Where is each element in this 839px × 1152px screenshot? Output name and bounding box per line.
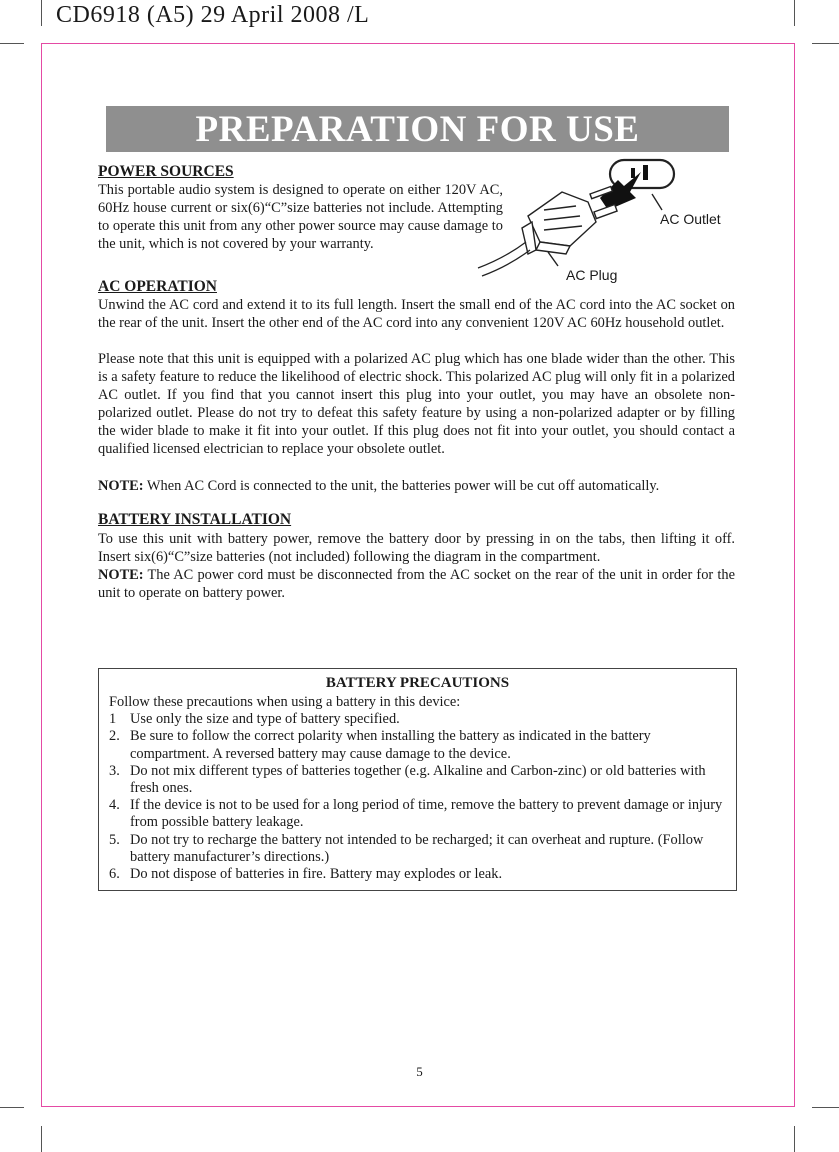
- list-item: [109, 797, 729, 831]
- document-id: CD6918 (A5) 29 April 2008 /L: [56, 2, 370, 28]
- list-item-text: Use only the size and type of battery specified.: [130, 711, 400, 728]
- list-item-number: 1: [109, 711, 117, 728]
- list-item-number: 4.: [109, 797, 120, 814]
- outlet-slot-wide: [643, 165, 648, 180]
- list-item-number: 6.: [109, 866, 120, 883]
- list-item-number: 5.: [109, 831, 120, 848]
- battery-installation-note: [98, 566, 735, 602]
- battery-precautions-body: [109, 694, 729, 883]
- power-sources-text: This portable audio system is designed to operate on either 120V AC, 60Hz house current or six(6)“C”size batteries not include. Attempting to operate this unit from any other power source may cause damage to the unit, which is not covered by your warranty.: [98, 182, 503, 252]
- battery-precautions-box: [98, 668, 737, 891]
- note-label: NOTE:: [98, 567, 144, 583]
- ac-operation-para-2: Please note that this unit is equipped with a polarized AC plug which has one blade wider than the other. This is a safety feature to reduce the likelihood of electric shock. This polarized AC plug will only fit in a polarized AC outlet. If you find that you cannot insert this plug into your outlet, you may have an obsolete non-polarized outlet. Please do not try to defeat this safety feature by using a non-polarized adapter or by filling the wider blade to make it fit into your outlet. If this plug does not fit into your outlet, you should contact a qualified licensed electrician to replace your obsolete outlet.: [98, 351, 735, 457]
- battery-installation-heading: BATTERY INSTALLATION: [98, 511, 292, 528]
- crop-mark: [0, 1107, 24, 1108]
- list-item-text: Be sure to follow the correct polarity when installing the battery as indicated in the battery compartment. A reversed battery may cause damage to the device.: [130, 728, 651, 762]
- list-item-text: Do not dispose of batteries in fire. Battery may explodes or leak.: [130, 866, 503, 883]
- page-title: PREPARATION FOR USE: [106, 106, 729, 152]
- list-item: [109, 728, 729, 762]
- crop-mark: [812, 43, 839, 44]
- battery-installation-para: To use this unit with battery power, remove the battery door by pressing in on the tabs, then lifting it off. Insert six(6)“C”size batteries (not included) following the diagram in the compartment.: [98, 531, 735, 565]
- note-label: NOTE:: [98, 478, 144, 494]
- ac-outlet-label: AC Outlet: [660, 211, 721, 227]
- battery-precautions-intro: Follow these precautions when using a battery in this device:: [109, 694, 461, 710]
- list-item-number: 3.: [109, 762, 120, 779]
- crop-mark: [41, 0, 42, 26]
- crop-mark: [794, 1126, 795, 1152]
- crop-mark: [812, 1107, 839, 1108]
- plug-leader-line: [548, 252, 558, 266]
- crop-mark: [0, 43, 24, 44]
- power-sources-heading: POWER SOURCES: [98, 163, 234, 180]
- list-item-number: 2.: [109, 728, 120, 745]
- list-item-text: Do not mix different types of batteries together (e.g. Alkaline and Carbon-zinc) or old batteries with fresh ones.: [130, 762, 706, 797]
- ac-plug-label: AC Plug: [566, 267, 618, 283]
- ac-operation-para-1: Unwind the AC cord and extend it to its full length. Insert the small end of the AC cord into the AC socket on the rear of the unit. Insert the other end of the AC cord into any convenient 120V AC 60Hz household outlet.: [98, 297, 735, 331]
- list-item-text: If the device is not to be used for a long period of time, remove the battery to prevent damage or injury from possible battery leakage.: [130, 797, 723, 831]
- list-item: [109, 832, 729, 866]
- battery-precautions-title: BATTERY PRECAUTIONS: [325, 675, 510, 691]
- note-text: When AC Cord is connected to the unit, the batteries power will be cut off automatically.: [143, 478, 660, 494]
- list-item-text: Do not try to recharge the battery not intended to be recharged; it can overheat and rupture. (Follow battery manufacturer’s directions.): [130, 831, 704, 865]
- precautions-list: [109, 711, 729, 883]
- ac-operation-note: [98, 477, 735, 495]
- outlet-leader-line: [652, 194, 662, 210]
- ac-plug-diagram: [470, 158, 740, 286]
- crop-mark: [41, 1126, 42, 1152]
- list-item: [109, 763, 729, 797]
- page-number: 5: [416, 1064, 423, 1079]
- ac-operation-heading: AC OPERATION: [98, 278, 217, 295]
- outlet-slot-narrow: [631, 168, 635, 178]
- list-item: [109, 866, 729, 883]
- note-text: The AC power cord must be disconnected from the AC socket on the rear of the unit in order for the unit to operate on battery power.: [98, 567, 735, 601]
- list-item: [109, 711, 729, 728]
- crop-mark: [794, 0, 795, 26]
